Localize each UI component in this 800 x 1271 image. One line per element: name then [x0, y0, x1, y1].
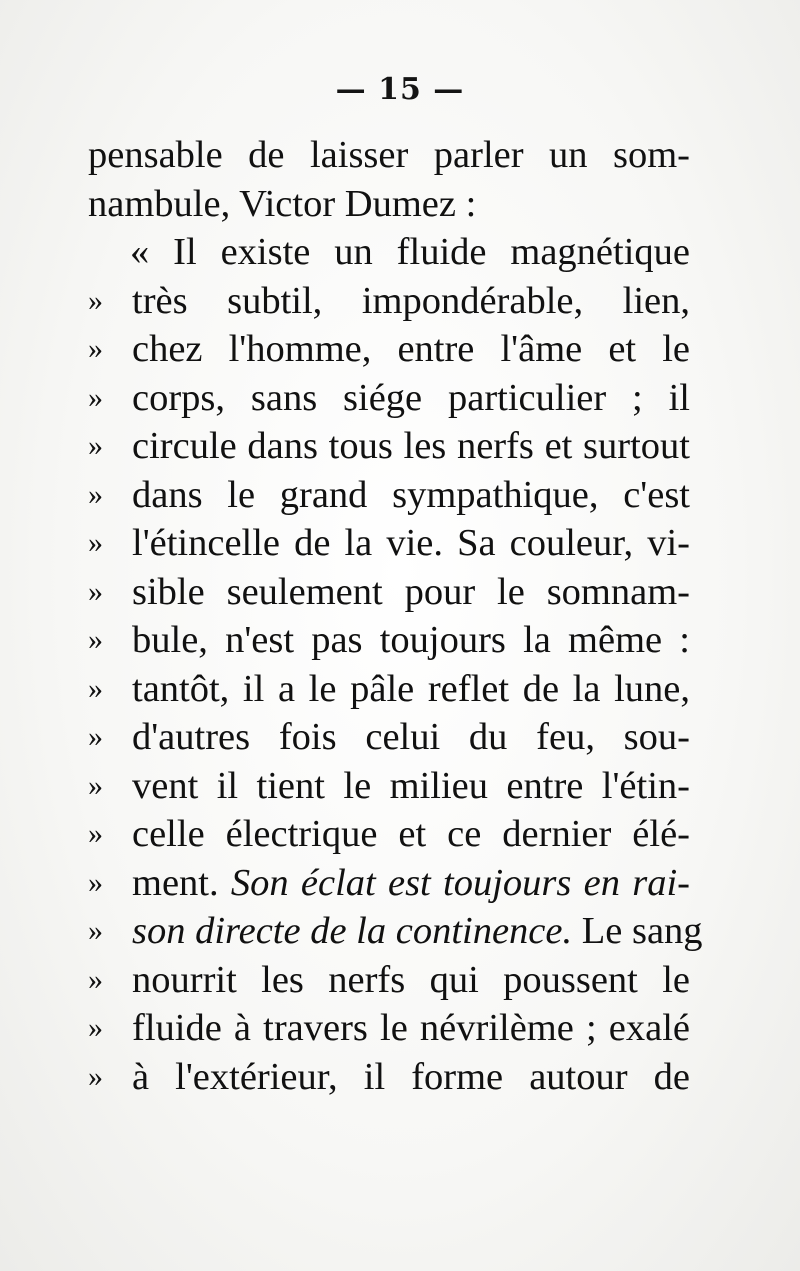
line-text: ment.: [132, 861, 219, 904]
guillemet-mark: »: [88, 865, 103, 899]
guillemet-mark: »: [88, 962, 103, 996]
guillemet-mark: »: [88, 332, 103, 365]
line-text: chez l'homme, entre l'âme et le: [132, 328, 690, 370]
line-text: bule, n'est pas toujours la même :: [132, 619, 690, 661]
line-text: celle électrique et ce dernier élé-: [132, 813, 690, 855]
guillemet-mark: »: [88, 817, 103, 850]
guillemet-mark: »: [88, 283, 103, 317]
italic-text: son directe de la continence.: [132, 910, 573, 952]
line-text: Le sang: [581, 910, 703, 952]
line-text: très subtil, impondérable, lien,: [132, 279, 690, 322]
line-text: vent il tient le milieu entre l'étin-: [132, 764, 690, 807]
quoted-line: [88, 665, 690, 714]
line-text: dans le grand sympathique, c'est: [132, 473, 690, 516]
guillemet-mark: »: [88, 671, 103, 705]
body-text: [88, 131, 703, 1101]
line-text: tantôt, il a le pâle reflet de la lune,: [132, 667, 690, 710]
line-text: nourrit les nerfs qui poussent le: [132, 958, 690, 1001]
quoted-line: [88, 907, 703, 956]
guillemet-mark: »: [88, 1059, 103, 1093]
quoted-line: [88, 1004, 690, 1053]
quoted-line: [88, 519, 690, 568]
line-text: d'autres fois celui du feu, sou-: [132, 716, 690, 758]
text-line: pensable de laisser parler un som-: [88, 134, 690, 176]
line-text: fluide à travers le névrilème ; exalé: [132, 1007, 690, 1049]
quoted-line: [88, 762, 690, 811]
quoted-line: [88, 325, 690, 374]
text-line: « Il existe un fluide magnétique: [130, 231, 690, 273]
line-text: sible seulement pour le somnam-: [132, 570, 690, 613]
quoted-line: [88, 277, 690, 326]
quoted-line: [88, 616, 690, 665]
quoted-line: [88, 374, 690, 423]
page-number: — 15 —: [335, 72, 465, 107]
text-line: nambule, Victor Dumez :: [88, 182, 477, 225]
quoted-line: [88, 471, 690, 520]
line-text: circule dans tous les nerfs et surtout: [132, 425, 690, 467]
quoted-line: [88, 1053, 690, 1102]
line-text: l'étincelle de la vie. Sa couleur, vi-: [132, 522, 690, 564]
guillemet-mark: »: [88, 914, 103, 947]
guillemet-mark: »: [88, 720, 103, 753]
guillemet-mark: »: [88, 526, 103, 559]
guillemet-mark: »: [88, 429, 103, 462]
quoted-line: [88, 713, 690, 762]
guillemet-mark: »: [88, 1011, 103, 1044]
quoted-line: [88, 956, 690, 1005]
line-text: à l'extérieur, il forme autour de: [132, 1055, 690, 1098]
guillemet-mark: »: [88, 574, 103, 608]
quoted-line: [88, 810, 690, 859]
line-text: corps, sans siége particulier ; il: [132, 376, 690, 419]
guillemet-mark: »: [88, 768, 103, 802]
italic-text: Son éclat est toujours en rai-: [230, 861, 690, 904]
guillemet-mark: »: [88, 477, 103, 511]
guillemet-mark: »: [88, 623, 103, 656]
quoted-line: [88, 422, 690, 471]
quoted-line: [88, 568, 690, 617]
guillemet-mark: »: [88, 380, 103, 414]
quoted-line: [88, 859, 690, 908]
